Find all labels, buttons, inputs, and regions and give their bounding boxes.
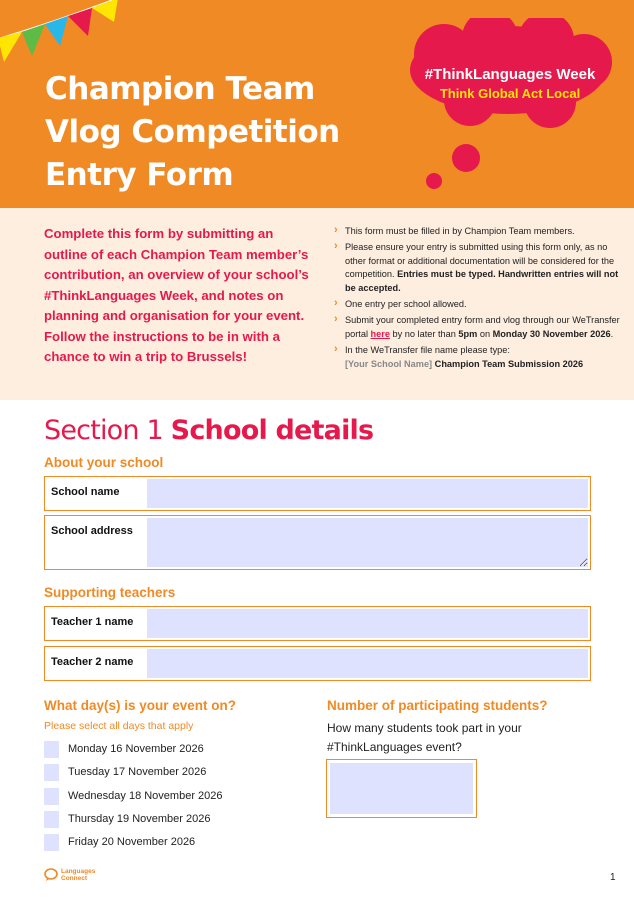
instruction-text: on <box>477 328 493 339</box>
instruction-item <box>334 298 624 311</box>
instruction-item <box>334 225 624 238</box>
teacher-1-label: Teacher 1 name <box>51 616 134 628</box>
instruction-item <box>334 314 624 341</box>
instructions-list <box>334 225 624 374</box>
day-label: Friday 20 November 2026 <box>68 836 196 848</box>
day-option[interactable] <box>44 787 223 805</box>
day-label: Monday 16 November 2026 <box>68 743 204 755</box>
event-days-heading: What day(s) is your event on? <box>44 698 237 713</box>
section-title <box>44 415 373 446</box>
teacher-2-label: Teacher 2 name <box>51 656 134 668</box>
languages-connect-logo <box>44 868 95 882</box>
teacher-1-row <box>44 606 591 641</box>
instruction-text: In the WeTransfer file name please type: <box>345 345 510 356</box>
day-option[interactable] <box>44 810 210 828</box>
participating-students-question: How many students took part in your #ThinkLanguages event? <box>327 721 522 754</box>
logo-line-2: Connect <box>61 875 87 882</box>
instruction-text: . <box>610 328 614 339</box>
file-name-suffix: Champion Team Submission 2026 <box>432 358 584 369</box>
page-number: 1 <box>610 872 616 883</box>
student-count-field[interactable] <box>326 759 477 818</box>
deadline-time: 5pm <box>458 328 478 339</box>
day-checkbox[interactable] <box>44 834 59 851</box>
day-checkbox[interactable] <box>44 764 59 781</box>
instruction-item <box>334 241 624 295</box>
title-line-3: Entry Form <box>45 157 234 193</box>
tagline-text: Think Global Act Local <box>439 86 581 101</box>
day-option[interactable] <box>44 740 204 758</box>
thought-cloud-badge <box>400 18 620 198</box>
day-label: Tuesday 17 November 2026 <box>68 766 207 778</box>
event-days-hint: Please select all days that apply <box>44 720 194 732</box>
day-checkbox[interactable] <box>44 811 59 828</box>
day-option[interactable] <box>44 833 195 851</box>
file-name-placeholder: [Your School Name] <box>345 358 433 369</box>
school-name-label: School name <box>51 486 120 498</box>
page-title <box>45 68 340 197</box>
instruction-item <box>334 344 624 371</box>
supporting-teachers-heading: Supporting teachers <box>44 585 176 600</box>
day-checkbox[interactable] <box>44 741 59 758</box>
teacher-1-input[interactable] <box>147 609 588 638</box>
school-address-label: School address <box>51 525 133 537</box>
participating-students-heading: Number of participating students? <box>327 698 548 713</box>
title-line-2: Vlog Competition <box>45 114 340 150</box>
day-label: Thursday 19 November 2026 <box>68 813 211 825</box>
school-address-row <box>44 515 591 570</box>
teacher-2-row <box>44 646 591 681</box>
hashtag-text: #ThinkLanguages Week <box>424 66 596 83</box>
day-checkbox[interactable] <box>44 788 59 805</box>
about-school-heading: About your school <box>44 455 164 470</box>
logo-line-1: Languages <box>61 868 96 875</box>
section-name: School details <box>170 415 374 446</box>
day-label: Wednesday 18 November 2026 <box>68 790 223 802</box>
instruction-text: by no later than <box>389 328 459 339</box>
instruction-text: Please ensure your entry is submitted using this form only, as no other format or additional documentation will be considered for the competition. <box>345 242 615 280</box>
logo-text <box>61 868 95 882</box>
day-option[interactable] <box>44 763 206 781</box>
instruction-emphasis: Entries must be typed. Handwritten entries will not be accepted. <box>345 269 619 293</box>
title-line-1: Champion Team <box>45 71 315 107</box>
school-name-row <box>44 476 591 511</box>
instruction-text: One entry per school allowed. <box>345 299 467 310</box>
school-address-input[interactable] <box>147 518 588 567</box>
teacher-2-input[interactable] <box>147 649 588 678</box>
intro-text: Complete this form by submitting an outline of each Champion Team member’s contribution, an overview of your school’s #ThinkLanguages Week, and notes on planning and organisation for your event. Follow the instructions to be in with a chance to win a trip to Brussels! <box>44 226 309 364</box>
deadline-date: Monday 30 November 2026 <box>492 328 611 339</box>
speech-bubble-icon <box>44 868 58 882</box>
section-number: Section 1 <box>44 415 171 446</box>
instruction-text: Submit your completed entry form and vlog through our WeTransfer portal <box>345 315 620 339</box>
student-count-input[interactable] <box>330 763 473 814</box>
instruction-text: This form must be filled in by Champion Team members. <box>345 226 575 236</box>
wetransfer-link[interactable]: here <box>370 328 390 339</box>
school-name-input[interactable] <box>147 479 588 508</box>
